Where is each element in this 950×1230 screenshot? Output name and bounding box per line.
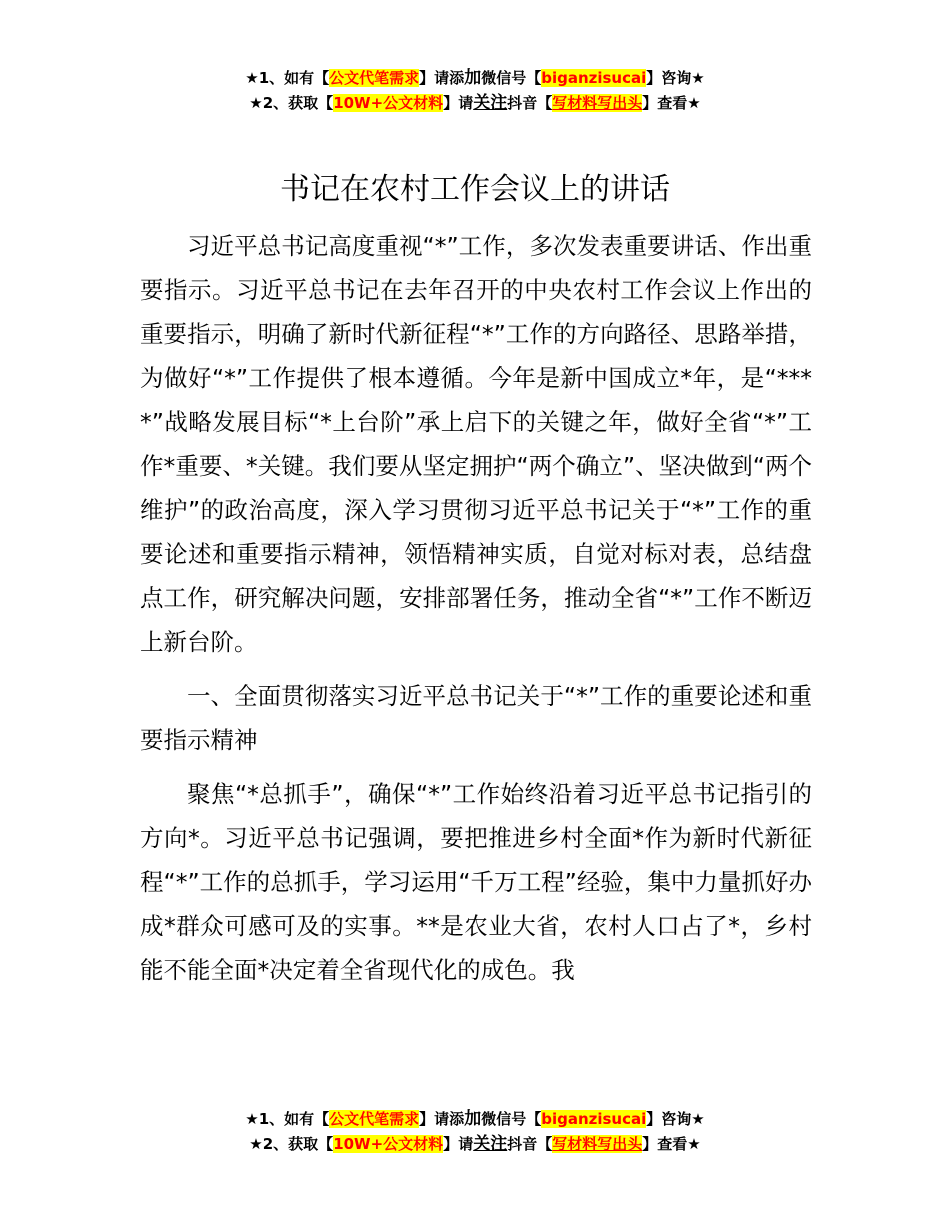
footer-banner-line-1: ★1、如有【公文代笔需求】请添加微信号【biganzisucai】咨询★ — [245, 1109, 705, 1129]
paragraph-section-1: 聚焦“*总抓手”，确保“*”工作始终沿着习近平总书记指引的方向*。习近平总书记强调，要把推进乡村全面*作为新时代新征程“*”工作的总抓手，学习运用“千万工程”经验，集中力量抓好办成*群众可感可及的实事。**是农业大省，农村人口占了*，乡村能不能全面*决定着全省现代化的成色。我 — [140, 780, 812, 984]
footer-highlight-materials: 10W+公文材料 — [333, 1135, 444, 1153]
banner-highlight-wechat: biganzisucai — [541, 69, 647, 87]
footer-banner-line-2: ★2、获取【10W+公文材料】请关注抖音【写材料写出头】查看★ — [249, 1134, 701, 1154]
banner-line-2: ★2、获取【10W+公文材料】请关注抖音【写材料写出头】查看★ — [249, 93, 701, 113]
banner-highlight-materials: 10W+公文材料 — [333, 94, 444, 112]
document-title: 书记在农村工作会议上的讲话 — [280, 172, 670, 207]
header-banner — [0, 66, 950, 116]
banner-highlight-douyin: 写材料写出头 — [552, 94, 643, 112]
footer-highlight-service: 公文代笔需求 — [329, 1110, 420, 1128]
footer-highlight-wechat: biganzisucai — [541, 1110, 647, 1128]
paragraph-intro: 习近平总书记高度重视“*”工作，多次发表重要讲话、作出重要指示。习近平总书记在去年召开的中央农村工作会议上作出的重要指示，明确了新时代新征程“*”工作的方向路径、思路举措，为做好“*”工作提供了根本遵循。今年是新中国成立*年，是“****”战略发展目标“*上台阶”承上启下的关键之年，做好全省“*”工作*重要、*关键。我们要从坚定拥护“两个确立”、坚决做到“两个维护”的政治高度，深入学习贯彻习近平总书记关于“*”工作的重要论述和重要指示精神，领悟精神实质，自觉对标对表，总结盘点工作，研究解决问题，安排部署任务，推动全省“*”工作不断迈上新台阶。 — [140, 232, 812, 656]
footer-highlight-douyin: 写材料写出头 — [552, 1135, 643, 1153]
banner-highlight-service: 公文代笔需求 — [329, 69, 420, 87]
document-body — [140, 224, 812, 992]
footer-banner — [0, 1107, 950, 1157]
section-heading-1: 一、全面贯彻落实习近平总书记关于“*”工作的重要论述和重要指示精神 — [140, 682, 812, 754]
banner-line-1: ★1、如有【公文代笔需求】请添加微信号【biganzisucai】咨询★ — [245, 68, 705, 88]
